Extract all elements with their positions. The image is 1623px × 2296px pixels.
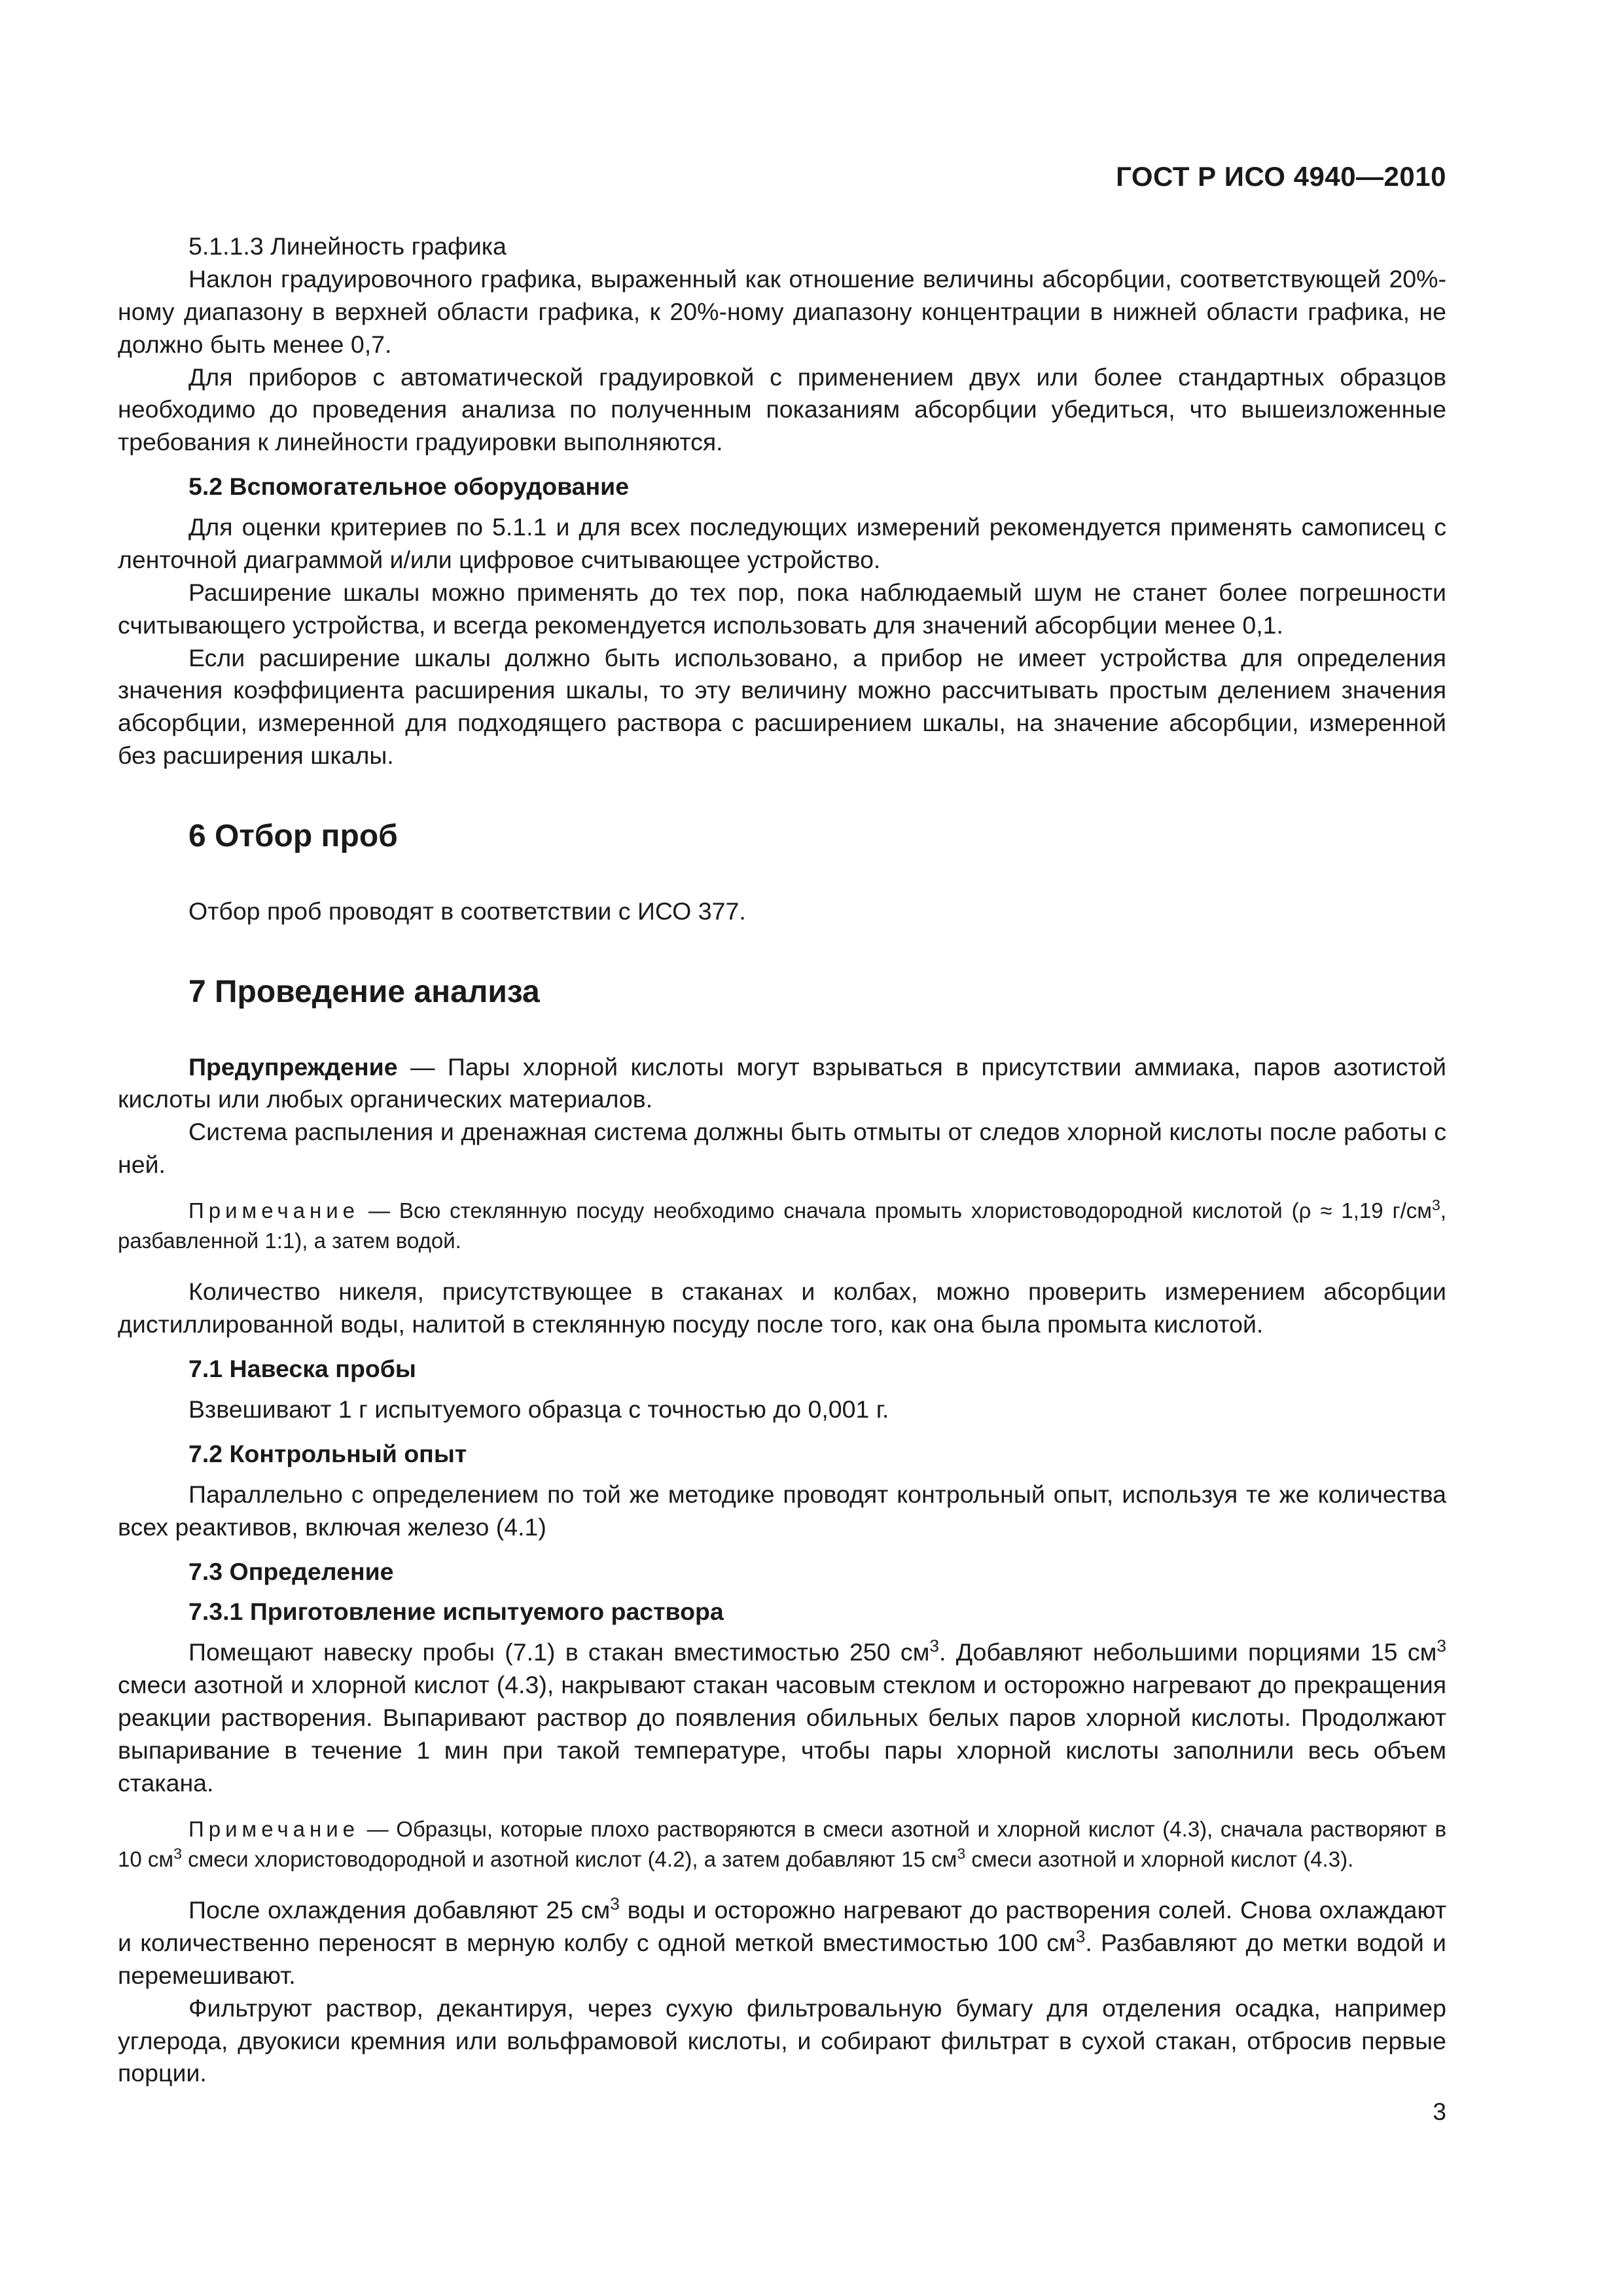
paragraph: Наклон градуировочного графика, выраженный как отношение величины абсорбции, соответствующей 20%-ному диапазону в верхней области графика, к 20%-ному диапазону концентрации в нижней области графика, не должно быть менее 0,7. [118, 264, 1446, 358]
warning-paragraph [118, 1051, 1446, 1117]
section-6-heading: 6 Отбор проб [188, 819, 398, 853]
paragraph: Для приборов с автоматической градуировкой с применением двух или более стандартных образцов необходимо до проведения анализа по полученным показаниям абсорбции убедиться, что вышеизложенные требования к линейности градуировки выполняются. [118, 363, 1446, 456]
superscript: 3 [1436, 1636, 1446, 1656]
paragraph [118, 1636, 1446, 1799]
note-text: смеси азотной и хлорной кислот (4.3). [965, 1846, 1354, 1871]
note-text: , разбавленной 1:1), а затем водой. [118, 1198, 1446, 1253]
page-number: 3 [1433, 2098, 1446, 2125]
section-7-3-heading: 7.3 Определение [188, 1557, 394, 1585]
text: воды и осторожно нагревают до растворения солей. Снова охлаждают и количественно переносят в мерную колбу с одной меткой вместимостью 100 см [118, 1896, 1446, 1956]
paragraph: Количество никеля, присутствующее в стаканах и колбах, можно проверить измерением абсорбции дистиллированной воды, налитой в стеклянную посуду после того, как она была промыта кислотой. [118, 1278, 1446, 1338]
text: Помещают навеску пробы (7.1) в стакан вместимостью 250 см [188, 1638, 930, 1666]
text: . Добавляют небольшими порциями 15 см [938, 1638, 1437, 1666]
text: После охлаждения добавляют 25 см [188, 1896, 611, 1924]
note-text: смеси хлористоводородной и азотной кислот (4.2), а затем добавляют 15 см [181, 1846, 957, 1871]
section-7-1-heading: 7.1 Навеска пробы [188, 1355, 416, 1383]
warning-label: Предупреждение [188, 1052, 398, 1081]
paragraph: Для оценки критериев по 5.1.1 и для всех последующих измерений рекомендуется применять самописец с ленточной диаграммой и/или цифровое считывающее устройство. [118, 513, 1446, 573]
document-header: ГОСТ Р ИСО 4940—2010 [1116, 161, 1446, 192]
section-7-heading: 7 Проведение анализа [188, 974, 540, 1009]
superscript: 3 [929, 1636, 939, 1656]
section-7-3-1-heading: 7.3.1 Приготовление испытуемого раствора [188, 1598, 724, 1626]
superscript: 3 [957, 1844, 966, 1862]
page-content [118, 230, 1446, 2090]
paragraph: Система распыления и дренажная система должны быть отмыты от следов хлорной кислоты после работы с ней. [118, 1118, 1446, 1179]
text: смеси азотной и хлорной кислот (4.3), накрывают стакан часовым стеклом и осторожно нагревают до прекращения реакции растворения. Выпаривают раствор до появления обильных белых паров хлорной кислоты. Продолжают выпаривание в течение 1 мин при такой температуре, чтобы пары хлорной кислоты заполнили весь объем стакана. [118, 1671, 1446, 1797]
superscript: 3 [173, 1844, 182, 1862]
superscript: 3 [1075, 1926, 1086, 1946]
section-7-2-heading: 7.2 Контрольный опыт [188, 1439, 467, 1467]
superscript: 3 [610, 1893, 620, 1914]
paragraph: Отбор проб проводят в соответствии с ИСО 377. [188, 897, 746, 925]
section-5-2-heading: 5.2 Вспомогательное оборудование [188, 473, 630, 501]
text: . Разбавляют до метки водой и перемешивают. [118, 1928, 1446, 1989]
note [118, 1814, 1446, 1874]
note-text: — Образцы, которые плохо растворяются в смеси азотной и хлорной кислот (4.3), сначала растворяют в 10 см [118, 1816, 1446, 1871]
warning-text: — Пары хлорной кислоты могут взрываться в присутствии аммиака, паров азотистой кислоты или любых органических материалов. [118, 1052, 1446, 1113]
paragraph: Фильтруют раствор, декантируя, через сухую фильтровальную бумагу для отделения осадка, например углерода, двуокиси кремния или вольфрамовой кислоты, и собирают фильтрат в сухой стакан, отбросив первые порции. [118, 1994, 1446, 2087]
note-label: Примечание [188, 1198, 360, 1223]
paragraph [118, 1894, 1446, 1992]
paragraph: Расширение шкалы можно применять до тех пор, пока наблюдаемый шум не станет более погрешности считывающего устройства, и всегда рекомендуется использовать для значений абсорбции менее 0,1. [118, 578, 1446, 639]
paragraph: Взвешивают 1 г испытуемого образца с точностью до 0,001 г. [188, 1395, 889, 1424]
section-5-1-1-3-heading: 5.1.1.3 Линейность графика [188, 232, 507, 260]
note-label: Примечание [188, 1816, 360, 1841]
note-text: — Всю стеклянную посуду необходимо сначала промыть хлористоводородной кислотой (ρ ≈ 1,19 г/см [359, 1198, 1432, 1223]
paragraph: Параллельно с определением по той же методике проводят контрольный опыт, используя те же количества всех реактивов, включая железо (4.1) [118, 1480, 1446, 1541]
paragraph: Если расширение шкалы должно быть использовано, а прибор не имеет устройства для определения значения коэффициента расширения шкалы, то эту величину можно рассчитывать простым делением значения абсорбции, измеренной для подходящего раствора с расширением шкалы, на значение абсорбции, измеренной без расширения шкалы. [118, 643, 1446, 770]
superscript: 3 [1431, 1196, 1440, 1214]
note [118, 1196, 1446, 1256]
